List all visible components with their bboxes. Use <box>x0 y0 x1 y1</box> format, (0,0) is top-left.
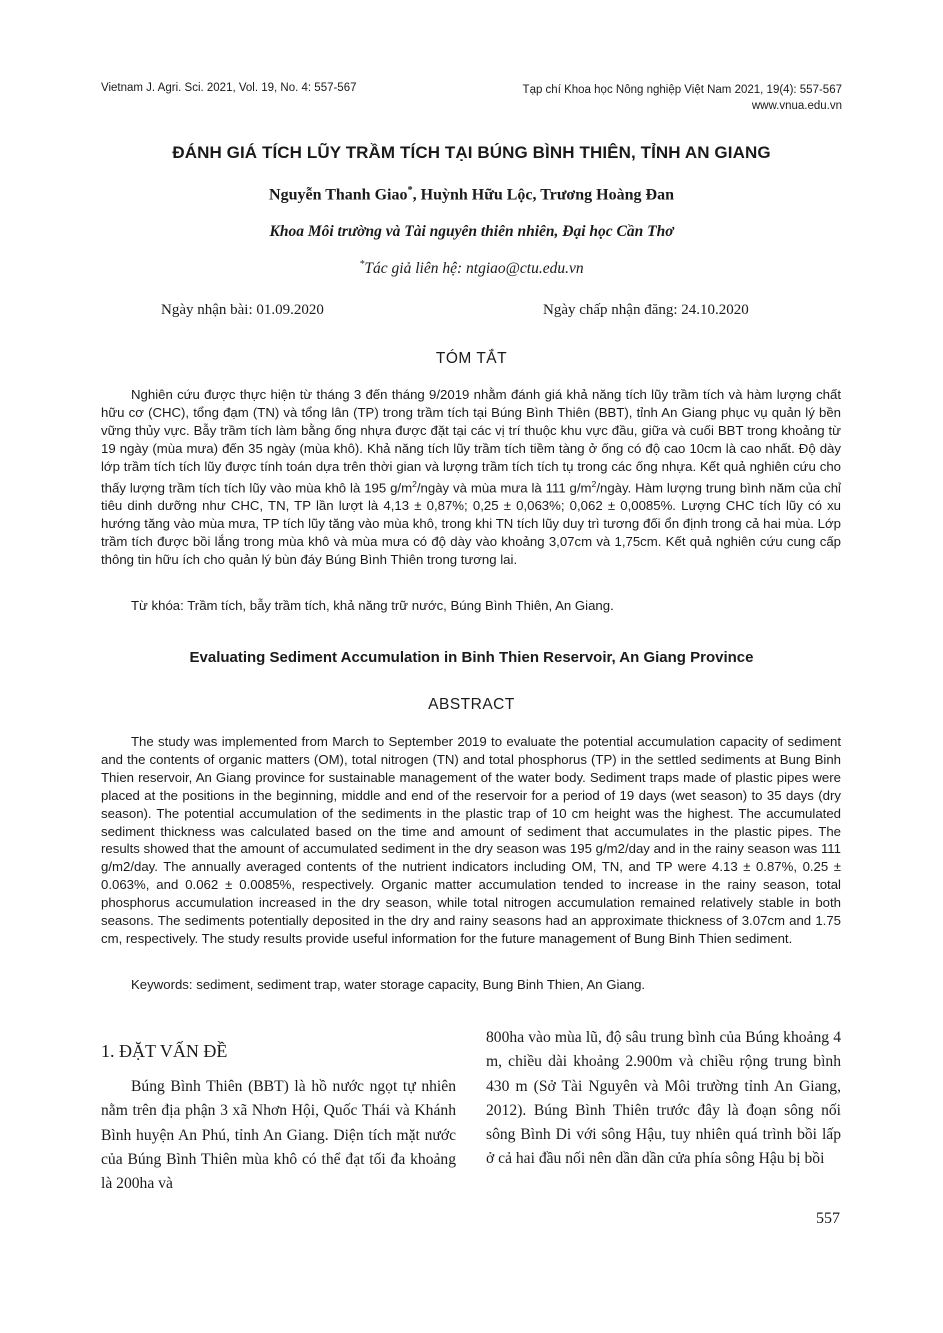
article-title: ĐÁNH GIÁ TÍCH LŨY TRẦM TÍCH TẠI BÚNG BÌNH THIÊN, TỈNH AN GIANG <box>172 143 771 162</box>
journal-header-vietnamese <box>523 82 842 114</box>
intro-right-column: 800ha vào mùa lũ, độ sâu trung bình của Búng khoảng 4 m, chiều dài khoảng 2.900m và chiều rộng trung bình 430 m (Sở Tài Nguyên và Môi trường tỉnh An Giang, 2012). Búng Bình Thiên trước đây là đoạn sông nối sông Bình Di với sông Hậu, tuy nhiên quá trình bồi lấp ở cả hai đầu nối nên dần dần cửa phía sông Hậu bị bồi <box>486 1029 841 1168</box>
author-list <box>0 185 943 204</box>
summary-vn-sup2: 2 <box>591 478 597 489</box>
accepted-date: Ngày chấp nhận đăng: 24.10.2020 <box>543 302 749 318</box>
corresponding-author <box>0 259 943 278</box>
abstract-heading: ABSTRACT <box>428 696 515 713</box>
summary-vn-part1: Nghiên cứu được thực hiện từ tháng 3 đến tháng 9/2019 nhằm đánh giá khả năng tích lũy trầm tích và hàm lượng chất hữu cơ (CHC), tổng đạm (TN) và tổng lân (TP) trong trầm tích tại Búng Bình Thiên (BBT), tỉnh An Giang phục vụ quản lý bền vững thủy vực. Bẫy trầm tích làm bằng ống nhựa được đặt tại các vị trí thuộc khu vực đầu, giữa và cuối BBT trong khoảng từ 19 ngày (mùa mưa) đến 35 ngày (mùa khô). Khả năng tích lũy trầm tích tiềm tàng ở ống có độ cao 10cm là cao nhất. Độ dày lớp trầm tích tích lũy được tính toán dựa trên thời gian và lượng trầm tích tích tụ trong các ống nhựa. Kết quả nghiên cứu cho thấy lượng trầm tích tích lũy vào mùa khô là 195 g/m <box>101 387 841 495</box>
author-first: Nguyễn Thanh Giao <box>269 186 408 204</box>
journal-header-english: Vietnam J. Agri. Sci. 2021, Vol. 19, No. 4: 557-567 <box>101 82 357 94</box>
corresponding-author-mark: * <box>407 185 413 196</box>
section-heading-intro: 1. ĐẶT VẤN ĐỀ <box>101 1041 228 1061</box>
keywords-vn: Từ khóa: Trầm tích, bẫy trầm tích, khả năng trữ nước, Búng Bình Thiên, An Giang. <box>131 598 614 613</box>
corresponding-mark: * <box>359 259 365 270</box>
intro-left-column: Búng Bình Thiên (BBT) là hồ nước ngọt tự nhiên nằm trên địa phận 3 xã Nhơn Hội, Quốc Thái và Khánh Bình huyện An Phú, tỉnh An Giang. Diện tích mặt nước của Búng Bình Thiên mùa khô có thể đạt tối đa khoảng là 200ha và <box>101 1078 456 1193</box>
received-date: Ngày nhận bài: 01.09.2020 <box>161 302 324 318</box>
summary-vn-part3: /ngày. Hàm lượng trung bình năm của chỉ tiêu dinh dưỡng như CHC, TN, TP lần lượt là 4,13 ± 0,87%; 0,25 ± 0,063%; 0,062 ± 0,0085%. Lượng CHC tích lũy có xu hướng tăng vào mùa mưa, TP tích lũy tăng vào mùa khô, trong khi TN tích lũy duy trì tương đối ổn định trong cả hai mùa. Lớp trầm tích được bồi lắng trong mùa khô và mùa mưa có độ dày vào khoảng 3,07cm và 1,75cm. Kết quả nghiên cứu cung cấp thông tin hữu ích cho quản lý bùn đáy Búng Bình Thiên trong tương lai. <box>101 479 841 567</box>
summary-heading-vn: TÓM TẮT <box>435 350 508 367</box>
keywords-en: Keywords: sediment, sediment trap, water storage capacity, Bung Binh Thien, An Giang. <box>131 977 646 992</box>
corresponding-email: Tác giả liên hệ: ntgiao@ctu.edu.vn <box>364 260 584 278</box>
author-others: , Huỳnh Hữu Lộc, Trương Hoàng Đan <box>412 186 674 204</box>
page-number: 557 <box>816 1210 840 1227</box>
summary-vn-part2: /ngày và mùa mưa là 111 g/m <box>416 479 592 495</box>
affiliation: Khoa Môi trường và Tài nguyên thiên nhiên, Đại học Cần Thơ <box>269 223 674 240</box>
abstract-text: The study was implemented from March to September 2019 to evaluate the potential accumulation capacity of sediment and the contents of organic matters (OM), total nitrogen (TN) and total phosphorus (TP) in the settled sediments at Bung Binh Thien reservoir, An Giang province for sustainable management of the water body. Sediment traps made of plastic pipes were placed at the positions in the beginning, middle and end of the reservoir for a period of 19 days (wet season) to 35 days (dry season). The potential accumulation of the sediments in the plastic trap of 10 cm height was the highest. The accumulated sediment thickness was calculated based on the time and amount of sediment that accumulates in the plastic pipes. The results showed that the amount of accumulated sediment in the dry season was 195 g/m2/day and in the rainy season was 111 g/m2/day. The annually averaged contents of the nutrient indicators including OM, TN, and TP were 4.13 ± 0.87%, 0.25 ± 0.063%, and 0.062 ± 0.0085%, respectively. Organic matter accumulation tended to increase in the rainy season, total phosphorus accumulation increased in the dry season, while total nitrogen accumulation remained relatively stable in both seasons. The sediments potentially deposited in the dry and rainy seasons had an approximate thickness of 3.07cm and 1.75 cm, respectively. The study results provide useful information for the future management of Bung Binh Thien sediment. <box>101 734 841 946</box>
summary-vn-sup1: 2 <box>412 478 417 489</box>
english-title: Evaluating Sediment Accumulation in Binh Thien Reservoir, An Giang Province <box>189 649 754 666</box>
journal-citation: Tạp chí Khoa học Nông nghiệp Việt Nam 2021, 19(4): 557-567 <box>522 84 842 96</box>
journal-website: www.vnua.edu.vn <box>751 100 842 112</box>
summary-text-vn <box>101 386 841 568</box>
